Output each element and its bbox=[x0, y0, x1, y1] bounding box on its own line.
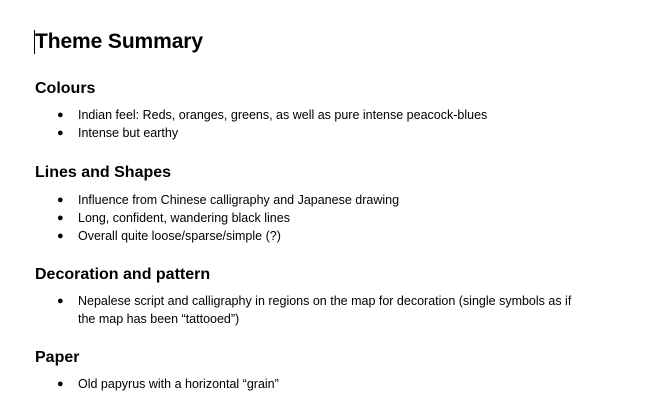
document-body[interactable] bbox=[35, 28, 635, 393]
bullet-list bbox=[35, 375, 635, 393]
list-item: ● Long, confident, wandering black lines bbox=[57, 211, 290, 225]
section-heading: Paper bbox=[35, 349, 80, 366]
bullet-icon: ● bbox=[57, 295, 64, 307]
list-item: ● Indian feel: Reds, oranges, greens, as well as pure intense peacock-blues bbox=[57, 108, 488, 122]
section-colours bbox=[35, 79, 635, 142]
bullet-list bbox=[35, 191, 635, 245]
list-item: ● Intense but earthy bbox=[57, 126, 179, 140]
section-heading: Colours bbox=[35, 80, 96, 97]
section-lines-and-shapes bbox=[35, 163, 635, 245]
list-item: ● Overall quite loose/sparse/simple (?) bbox=[57, 229, 281, 243]
bullet-icon: ● bbox=[57, 127, 64, 139]
list-item: ● Old papyrus with a horizontal “grain” bbox=[57, 377, 279, 391]
list-item: ● Nepalese script and calligraphy in regions on the map for decoration (single symbols as if the map has been “tattooed”) bbox=[57, 294, 572, 326]
bullet-icon: ● bbox=[57, 109, 64, 121]
bullet-list bbox=[35, 106, 635, 142]
list-item: ● Influence from Chinese calligraphy and Japanese drawing bbox=[57, 193, 400, 207]
section-heading: Decoration and pattern bbox=[35, 266, 211, 283]
document-title: Theme Summary bbox=[35, 30, 203, 53]
section-heading: Lines and Shapes bbox=[35, 164, 172, 181]
bullet-icon: ● bbox=[57, 194, 64, 206]
bullet-list bbox=[35, 292, 635, 328]
bullet-icon: ● bbox=[57, 378, 64, 390]
bullet-icon: ● bbox=[57, 230, 64, 242]
bullet-icon: ● bbox=[57, 212, 64, 224]
section-decoration-and-pattern bbox=[35, 265, 635, 328]
section-paper bbox=[35, 348, 635, 393]
